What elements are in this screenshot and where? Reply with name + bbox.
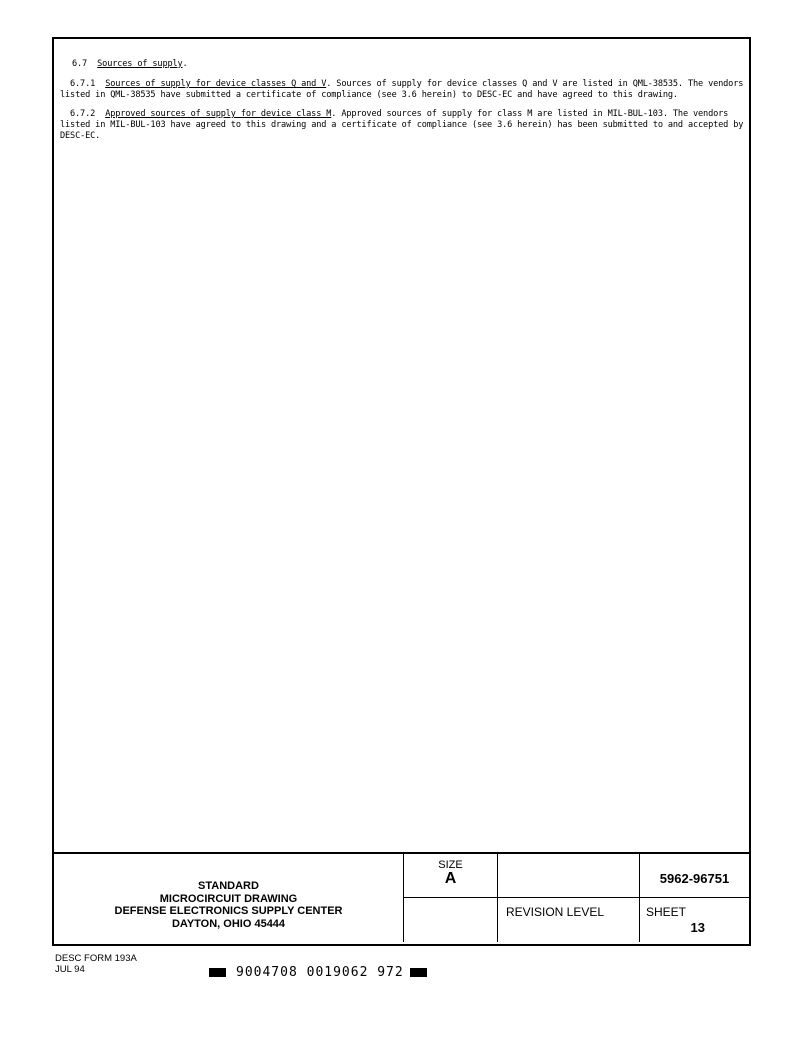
title-line: STANDARD	[198, 880, 259, 892]
section-title: Sources of supply	[97, 59, 183, 69]
barcode-block-left	[209, 968, 226, 977]
section-6-7-2	[60, 109, 745, 142]
size-value: A	[444, 870, 457, 887]
form-number: DESC FORM 193A	[55, 953, 137, 964]
barcode	[209, 964, 427, 980]
drawing-number: 5962-96751	[640, 854, 749, 898]
section-title: Sources of supply for device classes Q and V	[105, 79, 327, 89]
size-cell	[404, 854, 498, 898]
section-6-7-1	[60, 79, 745, 101]
sheet-label: SHEET	[646, 905, 687, 919]
section-number: 6.7	[72, 59, 88, 69]
form-date: JUL 94	[55, 963, 85, 975]
size-label: SIZE	[438, 859, 463, 871]
cage-cell	[498, 854, 640, 898]
title-line: DAYTON, OHIO 45444	[171, 917, 286, 930]
sheet-cell	[640, 898, 749, 942]
title-block-agency	[54, 854, 404, 942]
form-identifier	[55, 954, 137, 975]
section-6-7	[60, 59, 745, 70]
title-block	[54, 852, 749, 944]
revision-level-label: REVISION LEVEL	[498, 898, 640, 942]
drawing-frame	[52, 37, 751, 946]
section-text-line1: . Approved sources of supply for class M are listed in	[331, 109, 603, 119]
blank-cell	[404, 898, 498, 942]
body-text	[60, 59, 745, 150]
title-line: DEFENSE ELECTRONICS SUPPLY CENTER	[114, 905, 343, 917]
barcode-block-right	[410, 968, 427, 977]
sheet-number: 13	[690, 920, 705, 935]
section-number: 6.7.2	[70, 109, 96, 119]
title-line: MICROCIRCUIT DRAWING	[159, 892, 298, 905]
section-title: Approved sources of supply for device class M	[105, 109, 332, 119]
section-number: 6.7.1	[70, 79, 96, 89]
barcode-text: 9004708 0019062 972	[236, 964, 404, 980]
section-text-line1: . Sources of supply for device classes Q and V are listed in	[326, 79, 628, 89]
section-end: .	[182, 59, 188, 69]
section-text: QML-38535. The vendors listed in QML-38535 have submitted a certificate of compliance (see 3.6 herein) to DESC-EC and have agreed to this drawing.	[60, 79, 744, 100]
section-text: MIL-BUL-103. The vendors listed in MIL-BUL-103 have agreed to this drawing and a certificate of compliance (see 3.6 herein) has been submitted to and accepted by DESC-EC.	[60, 109, 744, 141]
